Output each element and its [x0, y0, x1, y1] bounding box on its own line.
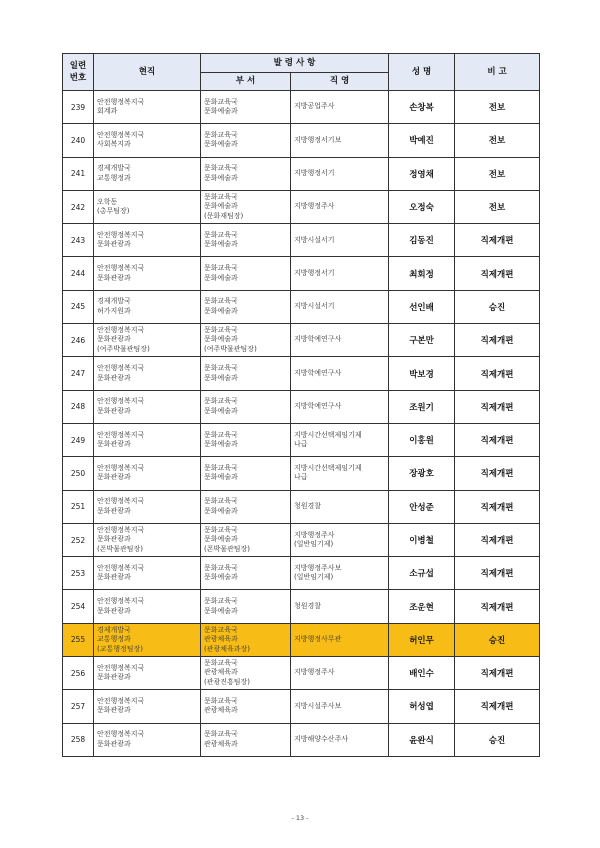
table-row: [63, 157, 540, 190]
current-cell: [94, 690, 201, 723]
note-cell: 전보: [455, 190, 540, 223]
dept-line: (관광체육과장): [204, 644, 251, 653]
dept-line: 문화예술과: [204, 535, 238, 544]
person-name-cell: 장광호: [389, 457, 455, 490]
current-line: 안전행정복지국: [97, 597, 145, 606]
dept-line: 관광체육과: [204, 739, 238, 748]
current-cell: [94, 723, 201, 756]
dept-line: 문화예술과: [204, 273, 238, 282]
current-cell: [94, 523, 201, 556]
dept-line: 문화예술과: [204, 240, 238, 249]
current-line: 안전행정복지국: [97, 525, 145, 534]
serial-number-cell: 256: [63, 657, 94, 690]
serial-number-cell: 240: [63, 124, 94, 157]
person-name-cell: 이홍원: [389, 423, 455, 456]
dept-line: 문화예술과: [204, 440, 238, 449]
dept-line: 관광체육과: [204, 706, 238, 715]
note-cell: 직제개편: [455, 457, 540, 490]
dept-line: 관광체육과: [204, 635, 238, 644]
current-line: 오학동: [97, 197, 118, 206]
dept-cell: [201, 91, 291, 124]
position-cell: [291, 490, 389, 523]
header-serial-number: 일련 번호: [63, 54, 94, 91]
current-cell: [94, 557, 201, 590]
current-line: 안전행정복지국: [97, 696, 145, 705]
current-line: (교통행정팀장): [97, 644, 144, 653]
dept-line: 문화교육국: [204, 625, 238, 634]
note-cell: 직제개편: [455, 357, 540, 390]
note-cell: 직제개편: [455, 523, 540, 556]
position-line: 지방시설서기: [294, 302, 335, 311]
current-line: 사회복지과: [97, 140, 131, 149]
person-name-cell: 정영채: [389, 157, 455, 190]
current-line: 문화관광과: [97, 335, 131, 344]
position-cell: [291, 557, 389, 590]
dept-line: 문화교육국: [204, 730, 238, 739]
person-name-cell: 배인수: [389, 657, 455, 690]
position-cell: [291, 690, 389, 723]
current-cell: [94, 623, 201, 656]
person-name-cell: 이병철: [389, 523, 455, 556]
current-line: (총무팀장): [97, 207, 130, 216]
table-row: [63, 657, 540, 690]
dept-line: 문화예술과: [204, 373, 238, 382]
dept-line: 문화교육국: [204, 597, 238, 606]
person-name-cell: 조운현: [389, 590, 455, 623]
dept-cell: [201, 124, 291, 157]
position-line: 지방공업주사: [294, 102, 335, 111]
current-line: 안전행정복지국: [97, 264, 145, 273]
position-line: 지방학예연구사: [294, 402, 342, 411]
dept-cell: [201, 457, 291, 490]
current-cell: [94, 357, 201, 390]
serial-number-cell: 248: [63, 390, 94, 423]
current-line: 안전행정복지국: [97, 497, 145, 506]
current-line: 문화관광과: [97, 739, 131, 748]
current-line: 문화관광과: [97, 606, 131, 615]
header-department: 부 서: [201, 73, 291, 91]
current-line: 문화관광과: [97, 706, 131, 715]
dept-cell: [201, 490, 291, 523]
note-cell: 전보: [455, 91, 540, 124]
dept-line: 문화교육국: [204, 192, 238, 201]
dept-cell: [201, 324, 291, 357]
person-name-cell: 박보경: [389, 357, 455, 390]
serial-number-cell: 246: [63, 324, 94, 357]
table-row: [63, 224, 540, 257]
position-line: 지방학예연구사: [294, 368, 342, 377]
note-cell: 승진: [455, 723, 540, 756]
current-line: 문화관광과: [97, 506, 131, 515]
current-cell: [94, 324, 201, 357]
current-cell: [94, 423, 201, 456]
serial-number-cell: 250: [63, 457, 94, 490]
table-row: [63, 590, 540, 623]
dept-line: 문화교육국: [204, 430, 238, 439]
dept-line: (관광진흥팀장): [204, 677, 251, 686]
current-line: 허가지원과: [97, 306, 131, 315]
current-line: 안전행정복지국: [97, 130, 145, 139]
dept-cell: [201, 224, 291, 257]
dept-line: 문화교육국: [204, 563, 238, 572]
dept-line: 문화교육국: [204, 130, 238, 139]
position-line: 지방행정사무관: [294, 635, 342, 644]
current-line: 안전행정복지국: [97, 97, 145, 106]
dept-cell: [201, 723, 291, 756]
current-cell: [94, 457, 201, 490]
current-cell: [94, 490, 201, 523]
person-name-cell: 구본만: [389, 324, 455, 357]
header-name: 성 명: [389, 54, 455, 91]
position-cell: [291, 290, 389, 323]
table-row: [63, 557, 540, 590]
current-line: 문화관광과: [97, 535, 131, 544]
dept-line: 문화예술과: [204, 573, 238, 582]
position-line: 지방행정주사: [294, 530, 335, 539]
current-cell: [94, 190, 201, 223]
current-cell: [94, 390, 201, 423]
current-line: 안전행정복지국: [97, 364, 145, 373]
table-row: [63, 523, 540, 556]
note-cell: 승진: [455, 623, 540, 656]
note-cell: 직제개편: [455, 590, 540, 623]
position-line: 지방행정서기보: [294, 135, 342, 144]
note-cell: 직제개편: [455, 324, 540, 357]
note-cell: 승진: [455, 290, 540, 323]
table-row: [63, 290, 540, 323]
note-cell: 직제개편: [455, 224, 540, 257]
table-row: [63, 390, 540, 423]
dept-line: 문화예술과: [204, 335, 238, 344]
current-line: 안전행정복지국: [97, 563, 145, 572]
person-name-cell: 안성준: [389, 490, 455, 523]
dept-line: 문화교육국: [204, 325, 238, 334]
current-cell: [94, 290, 201, 323]
header-appointment: 발 령 사 항: [201, 54, 389, 73]
current-line: 안전행정복지국: [97, 730, 145, 739]
dept-line: 문화교육국: [204, 397, 238, 406]
position-line: 지방시간선택제임기제: [294, 430, 362, 439]
position-cell: [291, 257, 389, 290]
current-line: (여주박물관팀장): [97, 344, 150, 353]
serial-number-cell: 255: [63, 623, 94, 656]
dept-line: 문화교육국: [204, 230, 238, 239]
table-row: [63, 690, 540, 723]
position-line: 청원경찰: [294, 601, 322, 610]
person-name-cell: 윤완식: [389, 723, 455, 756]
table-row: [63, 257, 540, 290]
current-cell: [94, 657, 201, 690]
position-line: 지방행정서기: [294, 168, 335, 177]
current-line: 문화관광과: [97, 473, 131, 482]
position-line: 지방해양수산주사: [294, 735, 349, 744]
current-line: 안전행정복지국: [97, 325, 145, 334]
position-line: 나급: [294, 473, 308, 482]
person-name-cell: 김동진: [389, 224, 455, 257]
dept-line: (문화재팀장): [204, 211, 244, 220]
position-cell: [291, 124, 389, 157]
position-cell: [291, 157, 389, 190]
current-cell: [94, 257, 201, 290]
dept-line: 문화교육국: [204, 364, 238, 373]
current-line: 안전행정복지국: [97, 430, 145, 439]
serial-number-cell: 239: [63, 91, 94, 124]
dept-cell: [201, 557, 291, 590]
note-cell: 직제개편: [455, 690, 540, 723]
dept-cell: [201, 523, 291, 556]
table-row: [63, 423, 540, 456]
dept-cell: [201, 157, 291, 190]
person-name-cell: 조원기: [389, 390, 455, 423]
dept-cell: [201, 657, 291, 690]
dept-cell: [201, 357, 291, 390]
current-line: 문화관광과: [97, 373, 131, 382]
serial-number-cell: 258: [63, 723, 94, 756]
serial-number-cell: 244: [63, 257, 94, 290]
dept-line: 문화예술과: [204, 506, 238, 515]
table-row: [63, 490, 540, 523]
current-cell: [94, 157, 201, 190]
dept-line: 문화교육국: [204, 164, 238, 173]
serial-number-cell: 252: [63, 523, 94, 556]
serial-number-cell: 243: [63, 224, 94, 257]
dept-line: 문화예술과: [204, 107, 238, 116]
position-cell: [291, 657, 389, 690]
person-name-cell: 최회정: [389, 257, 455, 290]
dept-line: 문화교육국: [204, 297, 238, 306]
dept-line: 문화교육국: [204, 463, 238, 472]
note-cell: 전보: [455, 157, 540, 190]
person-name-cell: 선인배: [389, 290, 455, 323]
current-line: 교통행정과: [97, 635, 131, 644]
serial-number-cell: 241: [63, 157, 94, 190]
position-cell: [291, 190, 389, 223]
header-note: 비 고: [455, 54, 540, 91]
serial-number-cell: 245: [63, 290, 94, 323]
person-name-cell: 허인무: [389, 623, 455, 656]
serial-number-cell: 249: [63, 423, 94, 456]
dept-line: 문화예술과: [204, 306, 238, 315]
person-name-cell: 박예진: [389, 124, 455, 157]
current-line: 안전행정복지국: [97, 397, 145, 406]
current-line: 안전행정복지국: [97, 230, 145, 239]
dept-cell: [201, 423, 291, 456]
position-cell: [291, 423, 389, 456]
table-row: [63, 190, 540, 223]
position-cell: [291, 623, 389, 656]
position-line: 지방학예연구사: [294, 335, 342, 344]
dept-cell: [201, 290, 291, 323]
appointment-table-sheet: [62, 53, 539, 757]
appointment-table: [62, 53, 540, 757]
serial-number-cell: 253: [63, 557, 94, 590]
current-cell: [94, 91, 201, 124]
position-line: (일반임기제): [294, 573, 334, 582]
person-name-cell: 허성엽: [389, 690, 455, 723]
table-row: [63, 623, 540, 656]
serial-number-cell: 247: [63, 357, 94, 390]
current-line: 문화관광과: [97, 573, 131, 582]
current-line: 교통행정과: [97, 173, 131, 182]
dept-line: 문화예술과: [204, 202, 238, 211]
serial-number-cell: 242: [63, 190, 94, 223]
person-name-cell: 오정숙: [389, 190, 455, 223]
dept-cell: [201, 690, 291, 723]
table-row: [63, 91, 540, 124]
position-line: (일반임기제): [294, 540, 334, 548]
current-line: 회계과: [97, 107, 118, 116]
dept-cell: [201, 257, 291, 290]
dept-line: 문화교육국: [204, 696, 238, 705]
dept-line: 문화예술과: [204, 173, 238, 182]
table-row: [63, 357, 540, 390]
table-row: [63, 457, 540, 490]
dept-line: 문화예술과: [204, 606, 238, 615]
position-cell: [291, 590, 389, 623]
dept-line: 문화교육국: [204, 264, 238, 273]
dept-line: 문화교육국: [204, 497, 238, 506]
position-line: 지방시설서기: [294, 235, 335, 244]
position-line: 청원경찰: [294, 501, 322, 510]
serial-number-cell: 251: [63, 490, 94, 523]
current-line: 문화관광과: [97, 440, 131, 449]
serial-number-cell: 254: [63, 590, 94, 623]
current-line: 문화관광과: [97, 673, 131, 682]
dept-line: 문화예술과: [204, 140, 238, 149]
note-cell: 직제개편: [455, 257, 540, 290]
dept-cell: [201, 623, 291, 656]
dept-line: 문화예술과: [204, 406, 238, 415]
position-line: 지방시간선택제임기제: [294, 463, 362, 472]
note-cell: 전보: [455, 124, 540, 157]
current-line: 경제개발국: [97, 297, 131, 306]
position-cell: [291, 457, 389, 490]
note-cell: 직제개편: [455, 557, 540, 590]
position-line: 지방행정주사보: [294, 563, 342, 572]
dept-line: 문화예술과: [204, 473, 238, 482]
position-cell: [291, 523, 389, 556]
current-line: 경제개발국: [97, 625, 131, 634]
dept-cell: [201, 190, 291, 223]
dept-line: (폰박물관팀장): [204, 544, 251, 553]
current-cell: [94, 124, 201, 157]
position-cell: [291, 324, 389, 357]
current-cell: [94, 590, 201, 623]
position-line: 지방행정주사: [294, 668, 335, 677]
page-number: - 13 -: [291, 814, 309, 822]
note-cell: 직제개편: [455, 657, 540, 690]
position-cell: [291, 224, 389, 257]
position-cell: [291, 357, 389, 390]
position-line: 지방시설주사보: [294, 701, 342, 710]
dept-line: 문화교육국: [204, 97, 238, 106]
person-name-cell: 손창복: [389, 91, 455, 124]
position-cell: [291, 91, 389, 124]
current-cell: [94, 224, 201, 257]
note-cell: 직제개편: [455, 490, 540, 523]
table-row: [63, 324, 540, 357]
position-cell: [291, 390, 389, 423]
person-name-cell: 소규섭: [389, 557, 455, 590]
current-line: 안전행정복지국: [97, 463, 145, 472]
header-current-post: 현직: [94, 54, 201, 91]
current-line: 문화관광과: [97, 406, 131, 415]
current-line: 안전행정복지국: [97, 663, 145, 672]
table-row: [63, 124, 540, 157]
serial-number-cell: 257: [63, 690, 94, 723]
position-cell: [291, 723, 389, 756]
current-line: (폰박물관팀장): [97, 544, 144, 553]
table-row: [63, 723, 540, 756]
dept-line: 문화교육국: [204, 525, 238, 534]
dept-cell: [201, 390, 291, 423]
dept-line: 문화교육국: [204, 658, 238, 667]
position-line: 나급: [294, 440, 308, 449]
position-line: 지방행정주사: [294, 202, 335, 211]
note-cell: 직제개편: [455, 423, 540, 456]
note-cell: 직제개편: [455, 390, 540, 423]
dept-line: 관광체육과: [204, 668, 238, 677]
dept-line: (여주박물관팀장): [204, 344, 257, 353]
current-line: 문화관광과: [97, 273, 131, 282]
header-position: 직 영: [291, 73, 389, 91]
position-line: 지방행정서기: [294, 268, 335, 277]
current-line: 경제개발국: [97, 164, 131, 173]
dept-cell: [201, 590, 291, 623]
current-line: 문화관광과: [97, 240, 131, 249]
